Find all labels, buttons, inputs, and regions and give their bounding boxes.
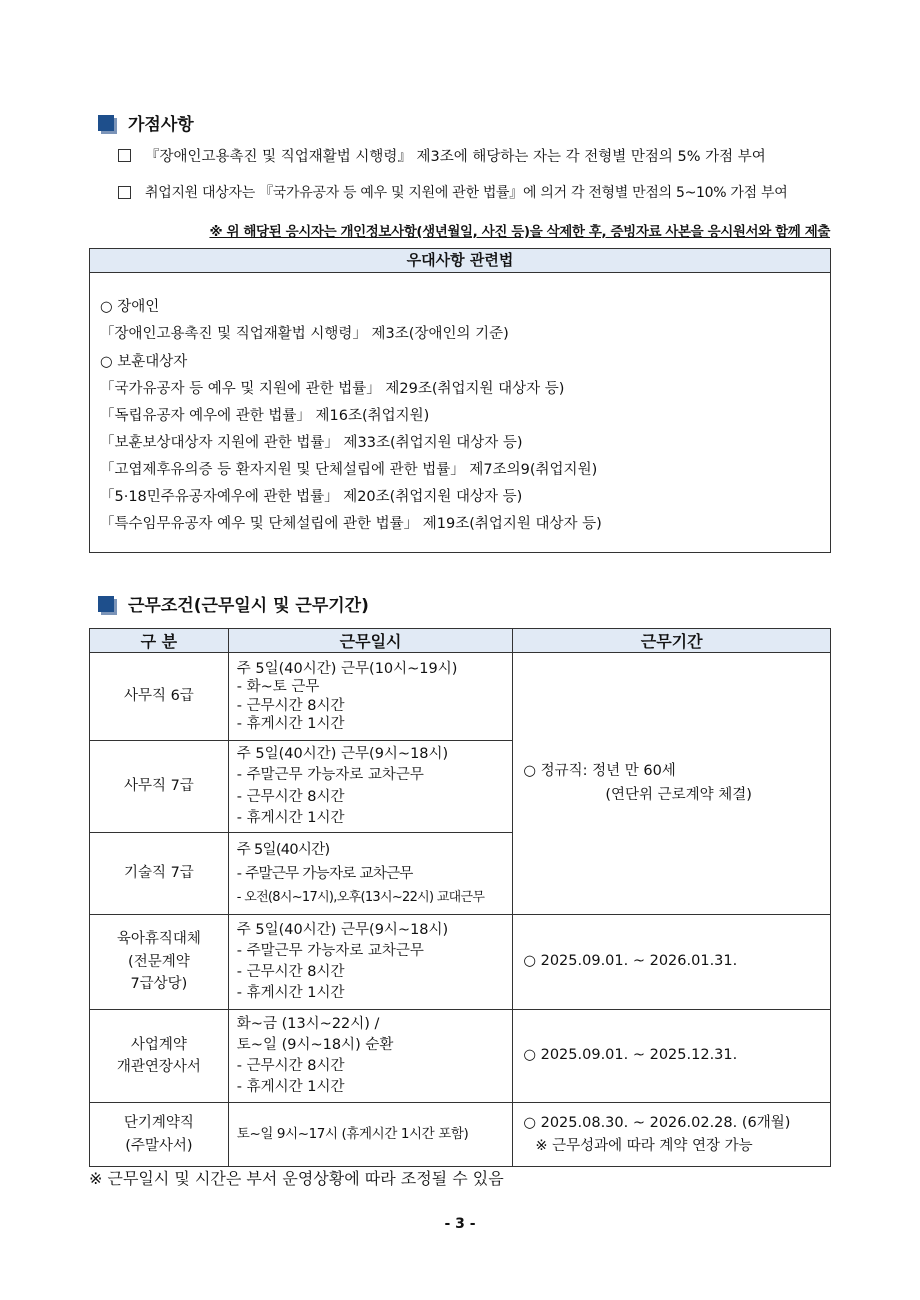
time-line: - 근무시간 8시간 xyxy=(236,964,345,980)
law-line: ○ 보훈대상자 xyxy=(100,354,188,370)
header-category: 구 분 xyxy=(90,629,229,653)
section-square-icon xyxy=(98,596,114,612)
checkbox-square-icon xyxy=(118,149,131,162)
law-line: 「보훈보상대상자 지원에 관한 법률」 제33조(취업지원 대상자 등) xyxy=(100,435,523,451)
period-line: ○ 정규직: 정년 만 60세 xyxy=(523,763,676,780)
law-line: 「특수임무유공자 예우 및 단체설립에 관한 법률」 제19조(취업지원 대상자 등) xyxy=(100,516,602,532)
law-line: 「장애인고용촉진 및 직업재활법 시행령」 제3조(장애인의 기준) xyxy=(100,326,509,342)
time-line: - 휴게시간 1시간 xyxy=(236,809,345,826)
time-line: - 휴게시간 1시간 xyxy=(236,715,345,732)
category-text: (주말사서) xyxy=(125,1137,193,1154)
header-period: 근무기간 xyxy=(513,629,831,653)
row-period xyxy=(513,1103,831,1167)
row-category xyxy=(90,1010,229,1103)
section-square-icon xyxy=(98,115,114,131)
header-time: 근무일시 xyxy=(228,629,513,653)
bonus-item-text: 취업지원 대상자는 『국가유공자 등 예우 및 지원에 관한 법률』에 의거 각 전형별 만점의 5~10% 가점 부여 xyxy=(145,185,788,201)
table-row xyxy=(90,1103,831,1167)
time-line: 토~일 (9시~18시) 순환 xyxy=(236,1036,394,1053)
period-line: ○ 2025.09.01. ~ 2026.01.31. xyxy=(523,953,738,970)
law-line: 「국가유공자 등 예우 및 지원에 관한 법률」 제29조(취업지원 대상자 등) xyxy=(100,381,565,397)
checkbox-square-icon xyxy=(118,186,131,199)
row-period xyxy=(513,1010,831,1103)
time-line: - 주말근무 가능자로 교차근무 xyxy=(236,767,424,784)
law-line: 「5·18민주유공자예우에 관한 법률」 제20조(취업지원 대상자 등) xyxy=(100,489,523,505)
bonus-item xyxy=(118,182,787,202)
row-time xyxy=(228,741,513,833)
preference-law-box xyxy=(89,248,831,553)
time-line: 주 5일(40시간) xyxy=(236,841,330,858)
law-line: 「고엽제후유의증 등 환자지원 및 단체설립에 관한 법률」 제7조의9(취업지원) xyxy=(100,462,598,478)
category-text: 7급상당) xyxy=(130,976,188,993)
time-line: - 주말근무 가능자로 교차근무 xyxy=(236,942,424,959)
row-category xyxy=(90,833,229,915)
category-text: 사업계약 xyxy=(130,1036,187,1053)
page-number: - 3 - xyxy=(444,1216,476,1232)
time-line: - 화~토 근무 xyxy=(236,679,320,696)
work-title-text: 근무조건(근무일시 및 근무기간) xyxy=(128,596,369,616)
row-time xyxy=(228,1010,513,1103)
time-line: 주 5일(40시간) 근무(9시~18시) xyxy=(236,746,449,763)
bonus-note: ※ 위 해당된 응시자는 개인정보사항(생년월일, 사진 등)을 삭제한 후, 증빙자료 사본을 응시원서와 함께 제출 xyxy=(209,224,830,240)
law-line: ○ 장애인 xyxy=(100,299,160,315)
period-line: ○ 2025.08.30. ~ 2026.02.28. (6개월) xyxy=(523,1115,791,1132)
time-line: - 근무시간 8시간 xyxy=(236,697,345,714)
bonus-item-text: 『장애인고용촉진 및 직업재활법 시행령』 제3조에 해당하는 자는 각 전형별 만점의 5% 가점 부여 xyxy=(145,149,766,165)
period-line: ○ 2025.09.01. ~ 2025.12.31. xyxy=(523,1047,738,1064)
law-box-header: 우대사항 관련법 xyxy=(90,249,830,273)
time-line: - 휴게시간 1시간 xyxy=(236,985,345,1002)
row-time xyxy=(228,653,513,741)
row-category xyxy=(90,741,229,833)
category-text: 기술직 7급 xyxy=(123,865,194,882)
row-period xyxy=(513,653,831,915)
category-text: 사무직 6급 xyxy=(123,688,194,705)
bonus-item xyxy=(118,145,766,166)
work-section-title xyxy=(98,591,369,616)
category-text: (전문계약 xyxy=(128,953,190,970)
row-time xyxy=(228,915,513,1010)
category-text: 육아휴직대체 xyxy=(116,931,201,948)
period-line: (연단위 근로계약 체결) xyxy=(605,786,752,803)
table-row xyxy=(90,1010,831,1103)
row-time xyxy=(228,1103,513,1167)
bonus-section-title xyxy=(98,110,194,135)
row-category xyxy=(90,915,229,1010)
work-footnote: ※ 근무일시 및 시간은 부서 운영상황에 따라 조정될 수 있음 xyxy=(89,1169,504,1188)
row-period xyxy=(513,915,831,1010)
period-line: ※ 근무성과에 따라 계약 연장 가능 xyxy=(535,1137,753,1154)
time-line: - 주말근무 가능자로 교차근무 xyxy=(236,865,413,882)
time-line: - 근무시간 8시간 xyxy=(236,788,345,805)
row-category xyxy=(90,1103,229,1167)
table-row xyxy=(90,915,831,1010)
table-header-row xyxy=(90,629,831,653)
work-conditions-table xyxy=(89,628,831,1167)
row-category xyxy=(90,653,229,741)
time-line: 주 5일(40시간) 근무(9시~18시) xyxy=(236,921,449,938)
time-line: 화~금 (13시~22시) / xyxy=(236,1015,380,1032)
time-line: - 근무시간 8시간 xyxy=(236,1058,345,1074)
time-line: - 휴게시간 1시간 xyxy=(236,1079,345,1096)
table-row xyxy=(90,653,831,741)
time-line: - 오전(8시~17시),오후(13시~22시) 교대근무 xyxy=(236,889,485,905)
category-text: 사무직 7급 xyxy=(123,778,194,795)
time-line: 토~일 9시~17시 (휴게시간 1시간 포함) xyxy=(236,1126,469,1143)
row-time xyxy=(228,833,513,915)
category-text: 단기계약직 xyxy=(123,1115,194,1132)
category-text: 개관연장사서 xyxy=(116,1059,201,1075)
bonus-title-text: 가점사항 xyxy=(128,115,194,135)
time-line: 주 5일(40시간) 근무(10시~19시) xyxy=(236,661,458,678)
law-line: 「독립유공자 예우에 관한 법률」 제16조(취업지원) xyxy=(100,408,430,424)
